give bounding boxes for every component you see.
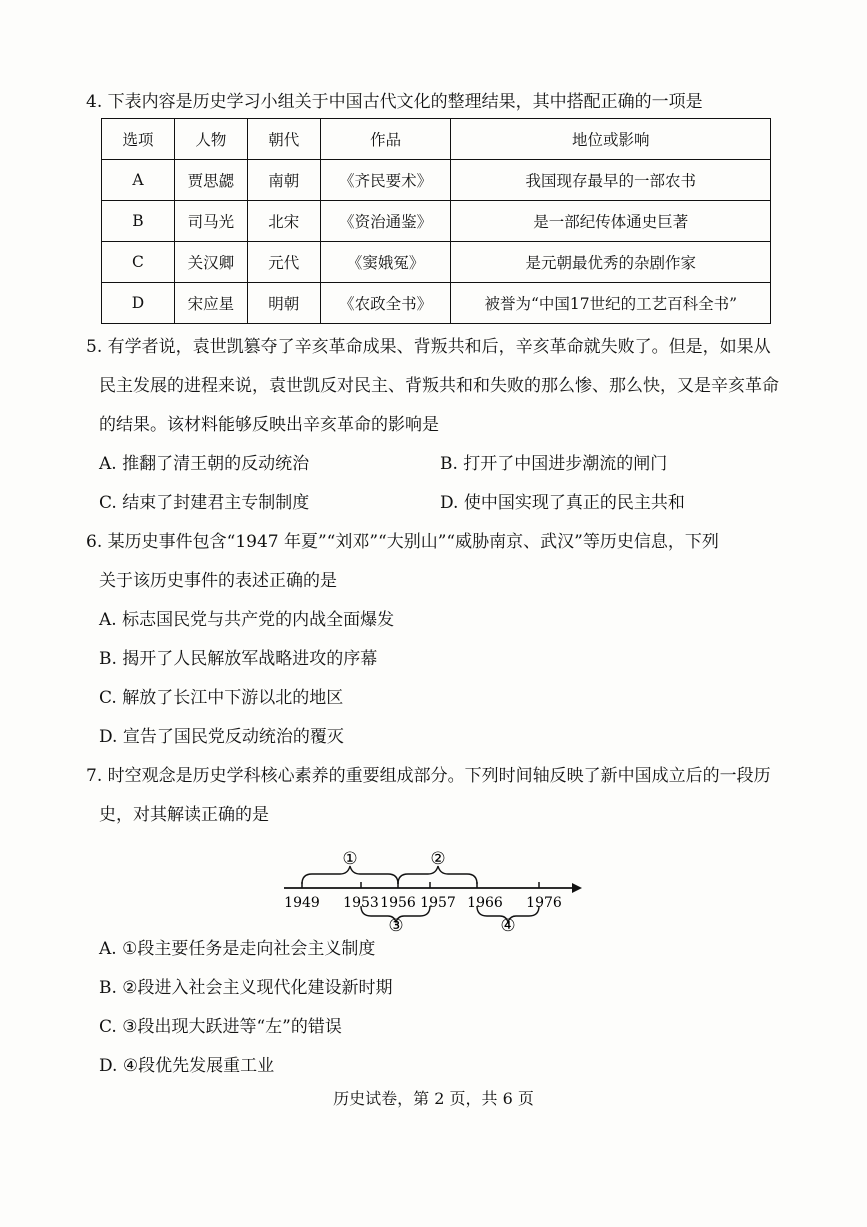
segment-label-4: ④: [500, 916, 516, 936]
q5-option-b: B. 打开了中国进步潮流的闸门: [440, 454, 668, 474]
q6-stem-line: 6. 某历史事件包含“1947 年夏”“刘邓”“大别山”“威胁南京、武汉”等历史信息，下列: [86, 532, 719, 552]
table-cell: 被誉为“中国17世纪的工艺百科全书”: [451, 283, 771, 324]
q4-table: [101, 118, 771, 324]
table-cell: 宋应星: [174, 283, 247, 324]
q6-option-a: A. 标志国民党与共产党的内战全面爆发: [99, 610, 395, 630]
table-cell: D: [102, 283, 175, 324]
q7-option-d: D. ④段优先发展重工业: [99, 1056, 275, 1076]
q7-stem-line: 史，对其解读正确的是: [99, 805, 269, 825]
q4-stem: 4. 下表内容是历史学习小组关于中国古代文化的整理结果，其中搭配正确的一项是: [86, 92, 703, 112]
arrow-head-icon: [572, 883, 582, 893]
q6-option-b: B. 揭开了人民解放军战略进攻的序幕: [99, 649, 378, 669]
table-cell: 司马光: [174, 201, 247, 242]
table-cell: 是一部纪传体通史巨著: [451, 201, 771, 242]
timeline-diagram: [276, 846, 586, 936]
year-label: 1976: [526, 895, 562, 911]
table-cell: 南朝: [247, 160, 320, 201]
table-row: [102, 242, 771, 283]
q5-option-d: D. 使中国实现了真正的民主共和: [440, 493, 685, 513]
q6-option-c: C. 解放了长江中下游以北的地区: [99, 688, 344, 708]
table-cell: B: [102, 201, 175, 242]
year-label: 1949: [284, 895, 320, 911]
table-cell: 北宋: [247, 201, 320, 242]
q5-stem-line: 5. 有学者说，袁世凯篡夺了辛亥革命成果、背叛共和后，辛亥革命就失败了。但是，如果从: [86, 337, 771, 357]
table-cell: 《资治通鉴》: [320, 201, 451, 242]
q6-stem-line: 关于该历史事件的表述正确的是: [99, 571, 337, 591]
q6-option-d: D. 宣告了国民党反动统治的覆灭: [99, 727, 344, 747]
table-cell: 贾思勰: [174, 160, 247, 201]
table-row: [102, 283, 771, 324]
table-cell: 我国现存最早的一部农书: [451, 160, 771, 201]
table-cell: A: [102, 160, 175, 201]
table-header-cell: 选项: [102, 119, 175, 160]
year-label: 1957: [420, 895, 456, 911]
table-header-cell: 人物: [174, 119, 247, 160]
table-cell: 《窦娥冤》: [320, 242, 451, 283]
table-header-row: [102, 119, 771, 160]
table-cell: 《齐民要术》: [320, 160, 451, 201]
table-header-cell: 朝代: [247, 119, 320, 160]
page-footer: 历史试卷，第 2 页，共 6 页: [333, 1089, 534, 1108]
q5-stem-line: 的结果。该材料能够反映出辛亥革命的影响是: [99, 415, 439, 435]
table-header-cell: 地位或影响: [451, 119, 771, 160]
q7-option-a: A. ①段主要任务是走向社会主义制度: [99, 939, 376, 959]
year-label: 1956: [380, 895, 416, 911]
table-cell: 明朝: [247, 283, 320, 324]
table-cell: 元代: [247, 242, 320, 283]
table-row: [102, 201, 771, 242]
table-header-cell: 作品: [320, 119, 451, 160]
segment-label-2: ②: [430, 849, 446, 869]
year-label: 1966: [467, 895, 503, 911]
table-cell: C: [102, 242, 175, 283]
q7-stem-line: 7. 时空观念是历史学科核心素养的重要组成部分。下列时间轴反映了新中国成立后的一段历: [86, 766, 771, 786]
year-label: 1953: [343, 895, 379, 911]
table-cell: 《农政全书》: [320, 283, 451, 324]
q7-option-b: B. ②段进入社会主义现代化建设新时期: [99, 978, 393, 998]
q5-option-a: A. 推翻了清王朝的反动统治: [99, 454, 310, 474]
q5-stem-line: 民主发展的进程来说，袁世凯反对民主、背叛共和和失败的那么惨、那么快，又是辛亥革命: [99, 376, 779, 396]
table-cell: 是元朝最优秀的杂剧作家: [451, 242, 771, 283]
q7-option-c: C. ③段出现大跃进等“左”的错误: [99, 1017, 342, 1037]
q5-option-c: C. 结束了封建君主专制制度: [99, 493, 310, 513]
segment-label-1: ①: [342, 849, 358, 869]
segment-label-3: ③: [388, 916, 404, 936]
table-cell: 关汉卿: [174, 242, 247, 283]
table-row: [102, 160, 771, 201]
